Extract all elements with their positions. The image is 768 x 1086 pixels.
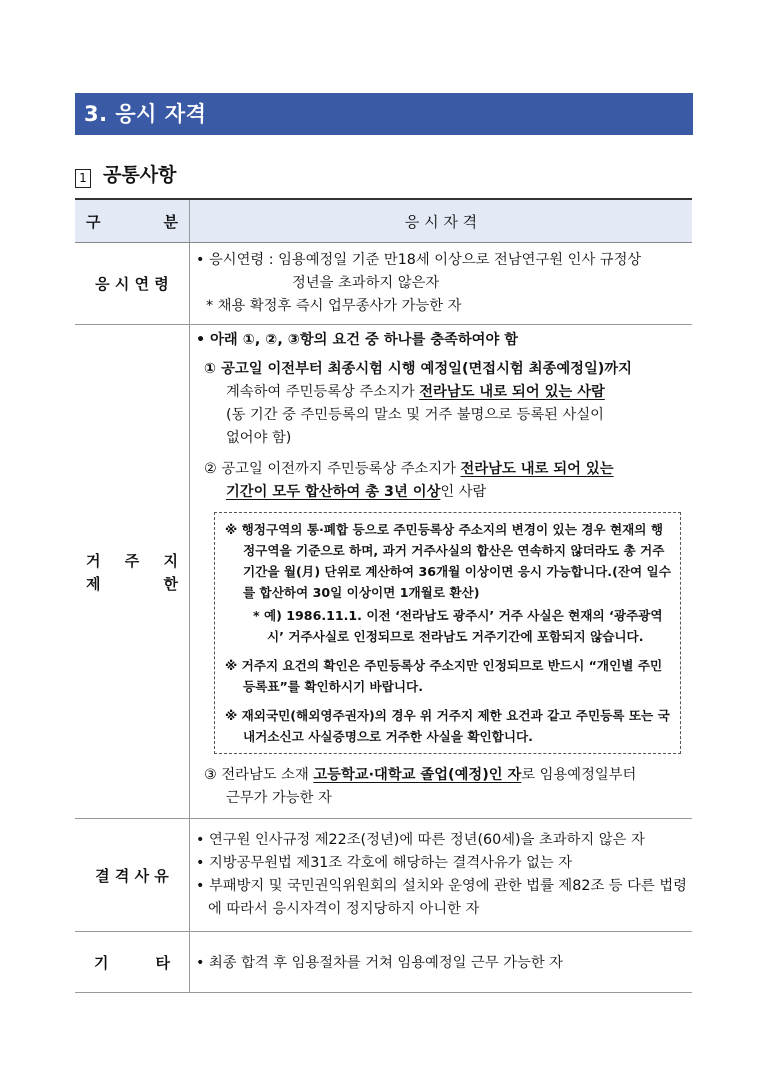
residence-item2-highlight: 전라남도 내로 되어 있는 [460,461,614,477]
residence-item1-line2 [196,381,687,404]
residence-item1-line3: (동 기간 중 주민등록의 말소 및 거주 불명으로 등록된 사실이 [226,407,604,423]
residence-item2-tail: 인 사람 [440,484,487,500]
age-line-2: 정년을 초과하지 않은자 [292,275,440,291]
label-residence-char: 거 [86,551,101,570]
residence-item3-highlight: 고등학교·대학교 졸업(예정)인 자 [313,767,522,783]
age-line-3: * 채용 확정후 즉시 업무종사가 가능한 자 [206,298,462,314]
label-disqualify: 결 격 사 유 [75,819,190,932]
qualification-table [75,198,692,993]
table-row-age [75,243,692,325]
table-row-disqualify [75,819,692,932]
header-category-char: 분 [163,212,178,231]
label-other [75,932,190,993]
label-residence-char: 한 [163,574,178,593]
residence-item3-tail: 로 임용예정일부터 [521,767,637,783]
table-header-row [75,199,692,243]
residence-notes-box [214,512,681,754]
residence-item1-line4: 없어야 함) [226,430,292,446]
label-residence-char: 제 [86,574,101,593]
disqualify-item: • 연구원 인사규정 제22조(정년)에 따른 정년(60세)을 초과하지 않은 자 [196,832,645,848]
residence-item2-line1 [196,458,687,481]
note-3: ※ 재외국민(해외영주권자)의 경우 위 거주지 제한 요건과 같고 주민등록 또는 국내거소신고 사실증명으로 거주한 사실을 확인합니다. [225,708,670,744]
label-residence-char: 주 [124,551,140,570]
other-text: • 최종 합격 후 임용절차를 거쳐 임용예정일 근무 가능한 자 [190,932,693,993]
note-1: ※ 행정구역의 통·폐합 등으로 주민등록상 주소지의 변경이 있는 경우 현재의 행정구역을 기준으로 하며, 과거 거주사실의 합산은 연속하지 않더라도 총 거주기간을 월(月) 단위로 계산하여 36개월 이상이면 응시 가능합니다.(잔여 일수를 합산하여 30일 이상이면 1개월로 환산) [225,522,671,600]
label-other-char: 타 [155,953,170,972]
age-line-1: • 응시연령 : 임용예정일 기준 만18세 이상으로 전남연구원 인사 규정상 [196,252,642,268]
header-category-char: 구 [86,212,101,231]
residence-item3-text: ③ 전라남도 소재 [204,767,314,783]
label-age: 응 시 연 령 [75,243,190,325]
disqualify-item: • 부패방지 및 국민권익위원회의 설치와 운영에 관한 법률 제82조 등 다른 법령에 따라서 응시자격이 정지당하지 아니한 자 [196,878,687,917]
label-other-char: 기 [94,953,109,972]
table-row-residence [75,325,692,819]
label-residence-char: 지 [163,551,178,570]
residence-item1-highlight: 전라남도 내로 되어 있는 사람 [419,384,605,400]
residence-intro: • 아래 ①, ②, ③항의 요건 중 하나를 충족하여야 함 [196,332,519,348]
subsection-title: 공통사항 [103,164,177,186]
residence-item2-text: ② 공고일 이전까지 주민등록상 주소지가 [204,461,461,477]
header-qualification: 응 시 자 격 [190,199,693,243]
residence-item2-highlight-2: 기간이 모두 합산하여 총 3년 이상 [226,484,441,500]
subsection-heading [75,160,176,188]
disqualify-item: • 지방공무원법 제31조 각호에 해당하는 결격사유가 없는 자 [196,855,573,871]
residence-item1-text: 계속하여 주민등록상 주소지가 [226,384,420,400]
note-1-example: * 예) 1986.11.1. 이전 ‘전라남도 광주시’ 거주 사실은 현재의 ‘광주광역시’ 거주사실로 인정되므로 전라남도 거주기간에 포함되지 않습니다. [253,608,663,644]
subsection-number: 1 [75,169,91,188]
residence-item3-line2: 근무가 가능한 자 [226,790,332,806]
residence-item3-line1 [196,764,687,787]
note-2: ※ 거주지 요건의 확인은 주민등록상 주소지만 인정되므로 반드시 “개인별 주민등록표”를 확인하시기 바랍니다. [225,658,663,694]
table-row-other [75,932,692,993]
residence-item1-line1: ① 공고일 이전부터 최종시험 시행 예정일(면접시험 최종예정일)까지 [204,361,632,377]
section-title-banner: 3. 응시 자격 [75,93,693,135]
residence-item2-line2 [196,481,687,504]
header-category [75,199,190,243]
label-residence [75,325,190,819]
